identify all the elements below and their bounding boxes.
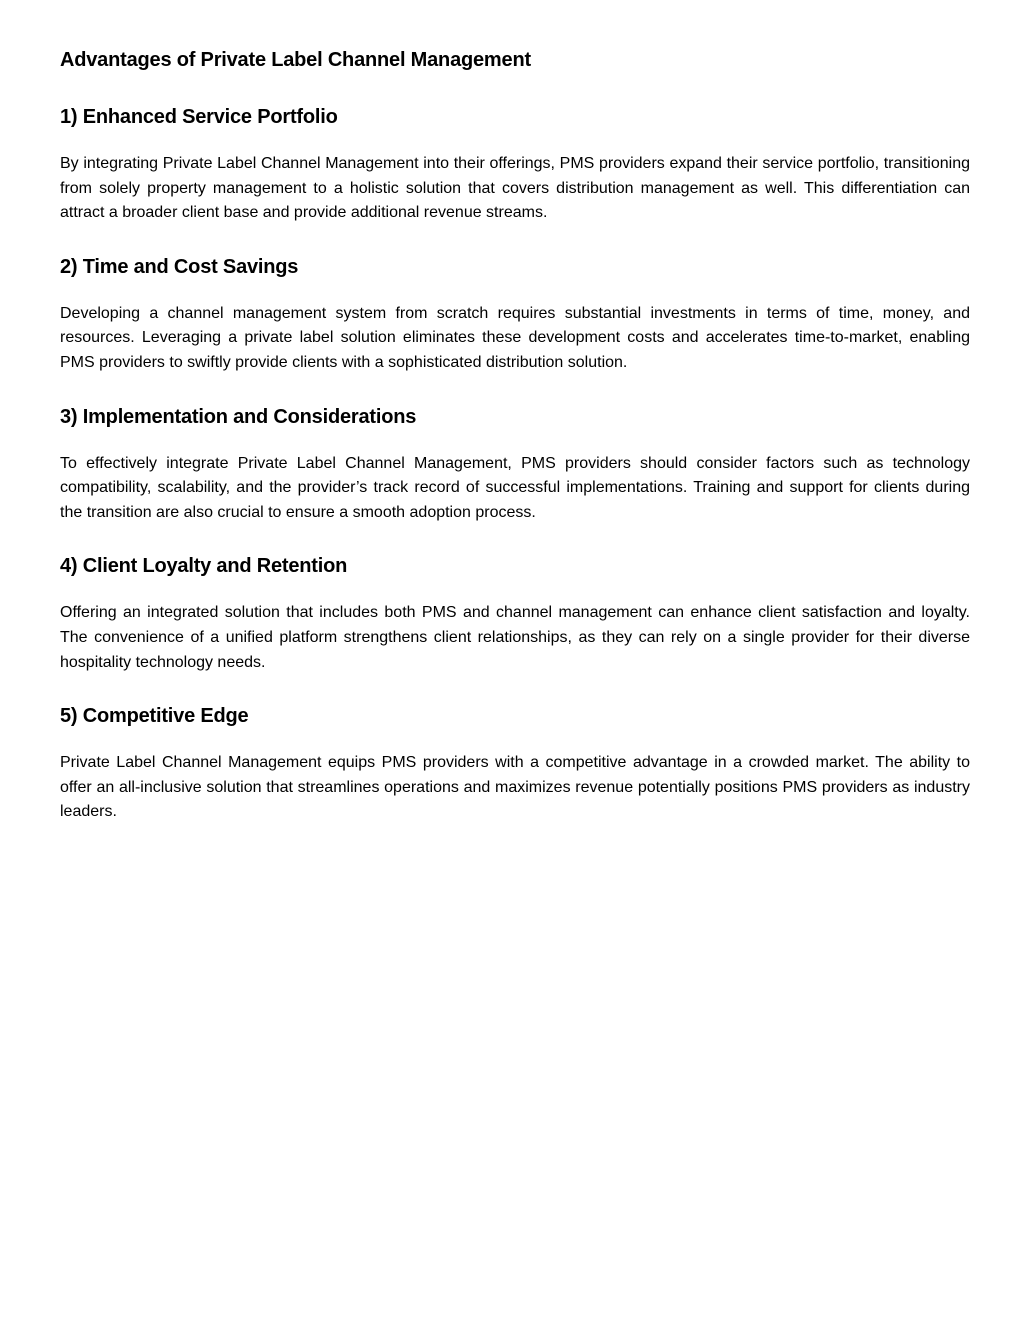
section-paragraph: To effectively integrate Private Label Channel Management, PMS providers should consider factors such as technology compatibility, scalability, and the provider’s track record of successful implementations. Training and support for clients during the transition are also crucial to ensure a smooth adoption process. — [60, 454, 970, 521]
section-heading: 3) Implementation and Considerations — [60, 405, 417, 428]
section-heading: 1) Enhanced Service Portfolio — [60, 106, 338, 128]
section-time-and-cost-savings — [60, 253, 970, 376]
section-heading: 4) Client Loyalty and Retention — [60, 555, 348, 578]
section-paragraph: Private Label Channel Management equips PMS providers with a competitive advantage in a crowded market. The ability to offer an all-inclusive solution that streamlines operations and maximizes revenue potentially positions PMS providers as industry leaders. — [60, 754, 970, 821]
section-paragraph: By integrating Private Label Channel Management into their offerings, PMS providers expand their service portfolio, transitioning from solely property management to a holistic solution that covers distribution management as well. This differentiation can attract a broader client base and provide additional revenue streams. — [60, 155, 970, 222]
page-title: Advantages of Private Label Channel Management — [60, 49, 531, 71]
section-competitive-edge — [60, 702, 970, 825]
section-client-loyalty-and-retention — [60, 552, 970, 675]
document-page — [60, 46, 970, 852]
section-implementation-and-considerations — [60, 403, 970, 526]
section-enhanced-service-portfolio — [60, 103, 970, 226]
section-paragraph: Developing a channel management system from scratch requires substantial investments in terms of time, money, and resources. Leveraging a private label solution eliminates these development costs and accelerates time-to-market, enabling PMS providers to swiftly provide clients with a sophisticated distribution solution. — [60, 304, 970, 371]
section-paragraph: Offering an integrated solution that includes both PMS and channel management can enhance client satisfaction and loyalty. The convenience of a unified platform strengthens client relationships, as they can rely on a single provider for their diverse hospitality technology needs. — [60, 604, 970, 671]
section-heading: 2) Time and Cost Savings — [60, 255, 299, 278]
section-heading: 5) Competitive Edge — [60, 705, 249, 728]
